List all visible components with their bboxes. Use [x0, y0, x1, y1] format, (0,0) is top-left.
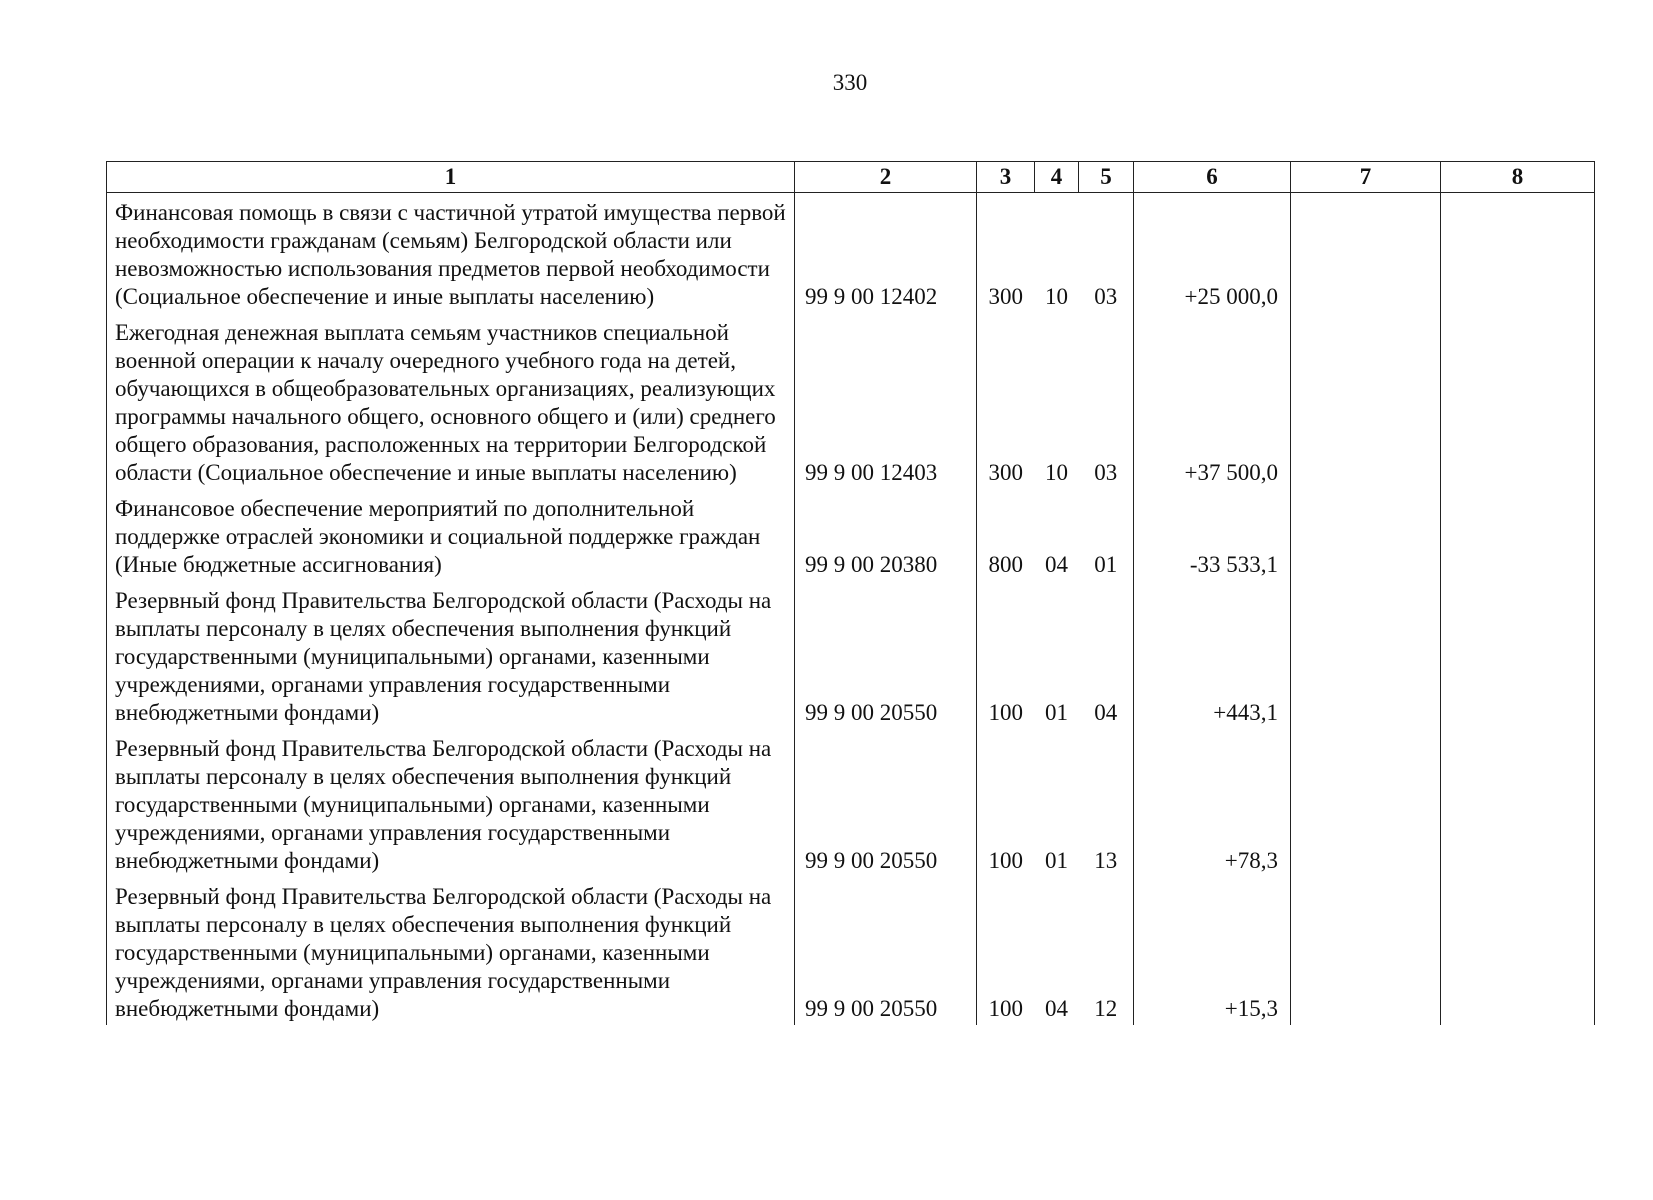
row-target-article: 99 9 00 20550 — [795, 877, 977, 1025]
row-name: Финансовое обеспечение мероприятий по дополнительной поддержке отраслей экономики и социальной поддержке граждан (Иные бюджетные ассигнования) — [107, 489, 795, 581]
row-col-8 — [1441, 313, 1595, 489]
table-row — [107, 313, 1595, 489]
row-target-article: 99 9 00 20380 — [795, 489, 977, 581]
row-expense-type: 100 — [977, 581, 1035, 729]
row-expense-type: 100 — [977, 729, 1035, 877]
row-expense-type: 100 — [977, 877, 1035, 1025]
row-subsection: 01 — [1079, 489, 1134, 581]
budget-table-container — [106, 161, 1594, 1025]
table-row — [107, 729, 1595, 877]
row-target-article: 99 9 00 20550 — [795, 581, 977, 729]
row-subsection: 03 — [1079, 193, 1134, 314]
row-name: Резервный фонд Правительства Белгородской области (Расходы на выплаты персоналу в целях обеспечения выполнения функций государственными (муниципальными) органами, казенными учреждениями, органами управления государственными внебюджетными фондами) — [107, 729, 795, 877]
row-col-8 — [1441, 489, 1595, 581]
row-amount: +37 500,0 — [1134, 313, 1291, 489]
header-row — [107, 162, 1595, 193]
row-section: 01 — [1045, 848, 1068, 873]
row-name: Ежегодная денежная выплата семьям участников специальной военной операции к началу очередного учебного года на детей, обучающихся в общеобразовательных организациях, реализующих программы начального общего, основного общего и (или) среднего общего образования, расположенных на территории Белгородской области (Социальное обеспечение и иные выплаты населению) — [107, 313, 795, 489]
row-amount: +15,3 — [1134, 877, 1291, 1025]
header-col-4: 4 — [1035, 162, 1079, 193]
row-target-article: 99 9 00 20550 — [795, 729, 977, 877]
table-row — [107, 193, 1595, 314]
row-col-8 — [1441, 877, 1595, 1025]
row-col-7 — [1291, 729, 1441, 877]
header-col-7: 7 — [1291, 162, 1441, 193]
row-col-8 — [1441, 581, 1595, 729]
table-row — [107, 489, 1595, 581]
budget-table — [106, 161, 1595, 1025]
row-section: 10 — [1045, 284, 1068, 309]
row-col-7 — [1291, 581, 1441, 729]
row-col-7 — [1291, 877, 1441, 1025]
page-number: 330 — [832, 70, 868, 95]
header-col-8: 8 — [1441, 162, 1595, 193]
row-col-7 — [1291, 489, 1441, 581]
header-col-1: 1 — [107, 162, 795, 193]
header-col-2: 2 — [795, 162, 977, 193]
row-name: Резервный фонд Правительства Белгородской области (Расходы на выплаты персоналу в целях обеспечения выполнения функций государственными (муниципальными) органами, казенными учреждениями, органами управления государственными внебюджетными фондами) — [107, 581, 795, 729]
row-section: 10 — [1045, 460, 1068, 485]
row-section: 04 — [1045, 552, 1068, 577]
row-target-article: 99 9 00 12403 — [795, 313, 977, 489]
row-col-8 — [1441, 193, 1595, 314]
row-subsection: 03 — [1079, 313, 1134, 489]
row-amount: +443,1 — [1134, 581, 1291, 729]
row-target-article: 99 9 00 12402 — [795, 193, 977, 314]
row-col-8 — [1441, 729, 1595, 877]
row-amount: -33 533,1 — [1134, 489, 1291, 581]
header-col-3: 3 — [977, 162, 1035, 193]
header-col-5: 5 — [1079, 162, 1134, 193]
row-amount: +78,3 — [1134, 729, 1291, 877]
row-section: 04 — [1045, 996, 1068, 1021]
row-expense-type: 300 — [977, 313, 1035, 489]
row-col-7 — [1291, 313, 1441, 489]
row-name: Финансовая помощь в связи с частичной утратой имущества первой необходимости гражданам (семьям) Белгородской области или невозможностью использования предметов первой необходимости (Социальное обеспечение и иные выплаты населению) — [107, 193, 795, 314]
row-expense-type: 300 — [977, 193, 1035, 314]
row-expense-type: 800 — [977, 489, 1035, 581]
row-subsection: 04 — [1079, 581, 1134, 729]
header-col-6: 6 — [1134, 162, 1291, 193]
row-subsection: 12 — [1079, 877, 1134, 1025]
table-row — [107, 877, 1595, 1025]
row-name: Резервный фонд Правительства Белгородской области (Расходы на выплаты персоналу в целях обеспечения выполнения функций государственными (муниципальными) органами, казенными учреждениями, органами управления государственными внебюджетными фондами) — [107, 877, 795, 1025]
table-row — [107, 581, 1595, 729]
row-amount: +25 000,0 — [1134, 193, 1291, 314]
row-col-7 — [1291, 193, 1441, 314]
row-subsection: 13 — [1079, 729, 1134, 877]
row-section: 01 — [1045, 700, 1068, 725]
